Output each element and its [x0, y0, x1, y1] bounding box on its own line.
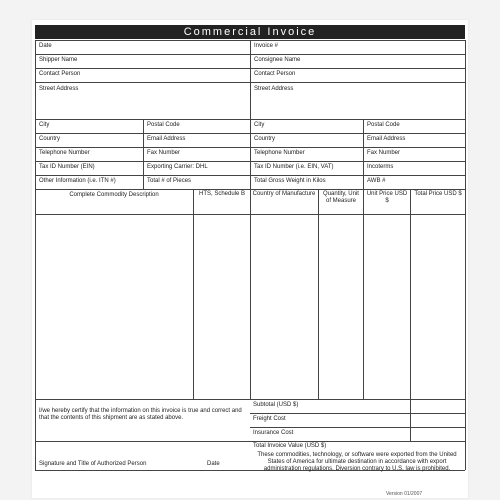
- shipper-contact-label: Contact Person: [39, 71, 81, 77]
- col-hts-header: HTS, Schedule B: [198, 191, 246, 197]
- consignee-name-label: Consignee Name: [254, 57, 301, 63]
- right-subdivider: [363, 119, 364, 189]
- table-header-line: [35, 214, 465, 215]
- consignee-fax-label: Fax Number: [367, 150, 401, 156]
- invoice-title: Commercial Invoice: [35, 25, 465, 39]
- consignee-postal-label: Postal Code: [367, 122, 400, 128]
- signature-date-label: Date: [207, 461, 220, 467]
- freight-cost-label: Freight Cost: [253, 416, 286, 422]
- totals-line: [250, 413, 465, 414]
- total-invoice-value-label: Total Invoice Value (USD $): [253, 443, 327, 449]
- consignee-email-label: Email Address: [367, 136, 406, 142]
- consignee-phone-label: Telephone Number: [254, 150, 305, 156]
- frame-right: [465, 40, 466, 470]
- col-divider: [318, 189, 319, 399]
- export-notice: These commodities, technology, or software were exported from the United States of America for ultimate destination in accordance with export administration regulations. Diversion contrary to U.S. law is prohibited.: [257, 452, 457, 472]
- col-description-header: Complete Commodity Description: [69, 192, 159, 198]
- col-divider: [363, 189, 364, 399]
- total-pieces-label: Total # of Pieces: [147, 178, 192, 184]
- col-origin-header: Country of Manufacture: [252, 191, 316, 197]
- shipper-email-label: Email Address: [147, 136, 186, 142]
- invoice-number-label: Invoice #: [254, 43, 279, 49]
- consignee-tax-id-label: Tax ID Number (i.e. EIN, VAT): [254, 164, 334, 170]
- insurance-cost-label: Insurance Cost: [253, 430, 294, 436]
- date-label: Date: [39, 43, 52, 49]
- shipper-tax-id-label: Tax ID Number (EIN): [39, 164, 95, 170]
- col-divider: [250, 189, 251, 399]
- shipper-postal-label: Postal Code: [147, 122, 180, 128]
- col-quantity-header: Quantity, Unit of Measure: [323, 191, 359, 204]
- consignee-address-label: Street Address: [254, 86, 294, 92]
- col-divider: [193, 189, 194, 399]
- shipper-city-label: City: [39, 122, 50, 128]
- shipper-fax-label: Fax Number: [147, 150, 181, 156]
- certification-text: I/we hereby certify that the information on this invoice is true and correct and that the contents of this shipment are as stated above.: [39, 408, 242, 421]
- totals-line: [250, 427, 465, 428]
- shipper-country-label: Country: [39, 136, 61, 142]
- version-text: Version 01/2007: [386, 491, 423, 497]
- subtotal-label: Subtotal (USD $): [253, 402, 299, 408]
- col-unit-price-header: Unit Price USD $: [366, 191, 408, 204]
- shipper-phone-label: Telephone Number: [39, 150, 90, 156]
- exporting-carrier-label: Exporting Carrier: DHL: [147, 164, 208, 170]
- totals-line: [35, 441, 465, 442]
- shipper-name-label: Shipper Name: [39, 57, 78, 63]
- left-subdivider: [143, 119, 144, 189]
- shipper-address-label: Street Address: [39, 86, 79, 92]
- consignee-city-label: City: [254, 122, 265, 128]
- incoterms-label: Incoterms: [367, 164, 394, 170]
- consignee-country-label: Country: [254, 136, 276, 142]
- other-info-label: Other Information (i.e. ITN #): [39, 178, 116, 184]
- col-divider: [410, 189, 411, 441]
- awb-label: AWB #: [367, 178, 386, 184]
- signature-label: Signature and Title of Authorized Person: [39, 461, 147, 467]
- center-divider: [250, 40, 251, 189]
- col-total-price-header: Total Price USD $: [414, 191, 462, 197]
- table-bottom-line: [35, 399, 465, 400]
- frame-left: [35, 40, 36, 470]
- consignee-contact-label: Contact Person: [254, 71, 296, 77]
- total-weight-label: Total Gross Weight in Kilos: [254, 178, 326, 184]
